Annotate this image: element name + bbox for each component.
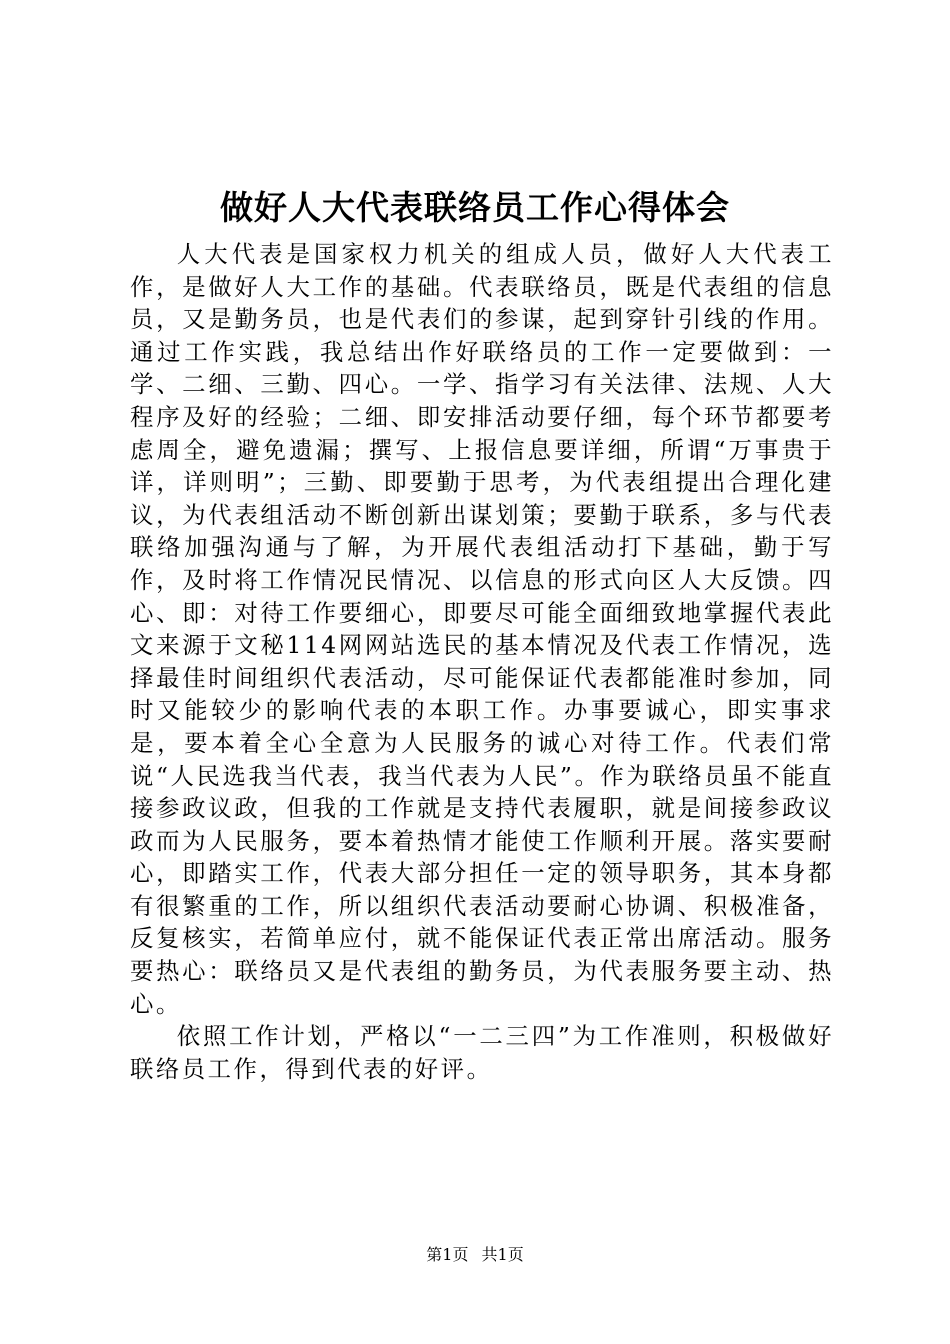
body-paragraph: 依照工作计划，严格以“一二三四”为工作准则，积极做好联络员工作，得到代表的好评。 xyxy=(130,1022,834,1083)
page-total: 共1页 xyxy=(481,1245,524,1264)
document-body xyxy=(130,238,834,1085)
document-title: 做好人大代表联络员工作心得体会 xyxy=(220,188,730,227)
page-footer xyxy=(0,1244,950,1266)
body-paragraph: 人大代表是国家权力机关的组成人员，做好人大代表工作，是做好人大工作的基础。代表联络员，既是代表组的信息员，又是勤务员，也是代表们的参谋，起到穿针引线的作用。通过工作实践，我总结出作好联络员的工作一定要做到：一学、二细、三勤、四心。一学、指学习有关法律、法规、人大程序及好的经验；二细、即安排活动要仔细，每个环节都要考虑周全，避免遗漏；撰写、上报信息要详细，所谓“万事贵于详，详则明”；三勤、即要勤于思考，为代表组提出合理化建议，为代表组活动不断创新出谋划策；要勤于联系，多与代表联络加强沟通与了解，为开展代表组活动打下基础，勤于写作，及时将工作情况民情况、以信息的形式向区人大反馈。四心、即：对待工作要细心，即要尽可能全面细致地掌握代表此文来源于文秘114网网站选民的基本情况及代表工作情况，选择最佳时间组织代表活动，尽可能保证代表都能准时参加，同时又能较少的影响代表的本职工作。办事要诚心，即实事求是，要本着全心全意为人民服务的诚心对待工作。代表们常说“人民选我当代表，我当代表为人民”。作为联络员虽不能直接参政议政，但我的工作就是支持代表履职，就是间接参政议政而为人民服务，要本着热情才能使工作顺利开展。落实要耐心，即踏实工作，代表大部分担任一定的领导职务，其本身都有很繁重的工作，所以组织代表活动要耐心协调、积极准备，反复核实，若简单应付，就不能保证代表正常出席活动。服务要热心：联络员又是代表组的勤务员，为代表服务要主动、热心。 xyxy=(130,240,834,1018)
page-number: 第1页 xyxy=(426,1245,469,1264)
